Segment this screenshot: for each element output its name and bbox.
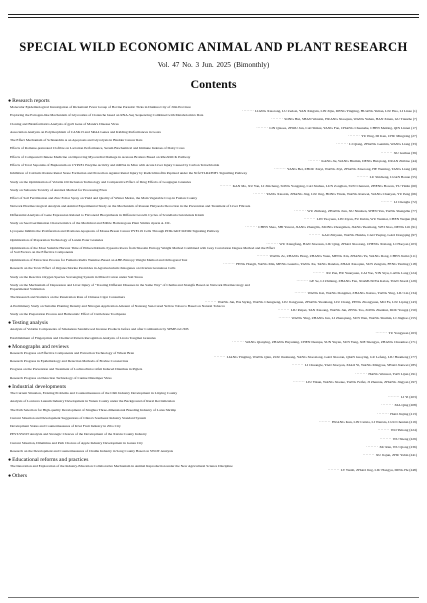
leader-dots: ········ — [256, 254, 270, 259]
entry-authors: SONG Hui, SHAN Wenxin, HUANG Xiaoqian, WANG Yuhan, HAN Xinan, GU Tianzhe (7) — [284, 117, 417, 122]
entry-title-text: Analysis of Volatile Components of Smokeless Sandalwood Incense Products before and after Combustion by SPME-GC/MS — [10, 327, 189, 332]
entry-title-text: Research Progress on Effective Components and Extraction Technology of Wheat Bran — [10, 350, 135, 355]
leader-dots: ········ — [277, 307, 291, 312]
entry-authors: LIU Peipei, TAN Xiaoang, WANG Jun, ZENG Tao, ZONG Zhenhui, DOU Yongqi (150) — [290, 307, 417, 312]
leader-dots: ········ — [204, 299, 218, 304]
leader-dots: ········ — [312, 270, 326, 275]
entry-authors: FENG Hongli, YANG Min, MENG Guanbo, YANG Xu, TANG Dandan, ZHAO Xiaoqian, SUN Zengxin, FENG Yanling (118) — [236, 262, 417, 267]
leader-dots: ········ — [308, 233, 322, 238]
leader-dots: ········ — [348, 133, 362, 138]
entry-authors: LI Chuangle, YAO Xiaoyan, XIAO Yi, WANG Mingyue, SHAO Jianwei (185) — [304, 363, 417, 368]
bullet-icon: ● — [8, 320, 12, 327]
entry-title-text: Optimization of Extraction Process for Fumaria Radix Wenmao Based on AHP-Entropy Weight Method and Orthogonal Test — [10, 258, 188, 263]
entry-title-text: Effects of Romane-pretreated Clofibre on Lactation Performance, Serum Biochemical and Immune Indexes of Dairy Cows — [10, 146, 185, 151]
entry-title-text: Research on the Toxic Effect of Organochlorine Pesticides in Agrobacterium rhizogenes on Ovarian Granulosa Cells — [10, 266, 176, 271]
entry-authors: LI Chenglu (72) — [393, 200, 417, 205]
entry-authors: YANG Bei, ZHOU Xiayi, WANG Ziyi, ZHANG Xiaotong, HE Wenting, TANG Liang (49) — [287, 167, 417, 172]
entry-authors: XIA Qing (208) — [394, 403, 417, 408]
entry-title-text: The Path Selection for High-quality Development of Xinghua Three-dimensional Breeding Industry of Lotus Shrimp — [10, 407, 177, 412]
bullet-icon: ● — [8, 457, 12, 464]
entry-authors: WU Sheng (229) — [392, 436, 417, 441]
entry-title-text: The Research and Statistics on the Penetration Rate of Chinese Cigar Consumers — [10, 295, 125, 300]
entry-authors: WU Zhihong, ZHANG Jian, XU Ninshen, SHEN Yan, YANG Shengzhu (77) — [307, 208, 417, 213]
journal-title: SPECIAL WILD ECONOMIC ANIMAL AND PLANT RESEARCH — [19, 40, 408, 54]
leader-dots: ········ — [292, 379, 306, 384]
bullet-icon: ● — [8, 98, 12, 104]
entry-title-text: Network Pharmacological Analysis and Animal Experimental Study on the Mechanism of Rousan Haiyaoda Decoction in the Prevention and Treatment of Liver Fibrosis — [10, 204, 251, 209]
entry-title-text: Inhibition of Calcium Oxalate Renal Stone Formation and Protection Against Renal Injury by Radicichinoflin Peptized under the Nrf2/TLR4/HIF1 Signalling Pathway — [10, 171, 248, 176]
section-title: Educational reforms and practices — [12, 457, 89, 464]
section-title: Industrial developments — [12, 384, 67, 390]
entry-authors: WANG Qianying, ZHANG Heyuning, CHEN Deanpu, SUN Yuyan, SUN Yang, XIE Shengyu, ZHANG Chuanhao (171) — [245, 339, 417, 344]
entry-authors: LIU Yikun, WANG Xiaoke, YANG Feifei, JI Zhenxie, ZHANG Jingyan (197) — [306, 379, 417, 384]
leader-dots: ········ — [377, 428, 391, 433]
entry-title-text: Analysis of Lonicera Luteum Industry Development in Yunan County under the Background of Rural Revitalization — [10, 399, 175, 404]
leader-dots: ········ — [381, 403, 395, 408]
entry-title-text: Establishment of Fingerprints and Chemical Pattern Recognition Analysis of Licoia Tongmai Granules — [10, 335, 156, 340]
issue-line: Vol. 47 No. 3 Jun. 2025 (Bimonthly) — [157, 61, 270, 69]
leader-dots: ········ — [308, 158, 322, 163]
entry-title-text: Development Status and Countermeasures of Kiwi Fruit Industry in Zibo City — [10, 424, 121, 429]
entry-title-text: A Preliminary Study on Suitable Planting Density and Nitrogen Application Amount of Nantong Sun-Cured Yellow Tobacco Based on Natural Tobacco — [10, 303, 226, 308]
entry-authors: LV Wenli, ZHAO Jing, LIU Hongyu, DING He (248) — [340, 468, 417, 473]
entry-title-text: Progress on the Prevention and Treatment of Lachnoclinia rolfsii Induced Dianthus in Piglets — [10, 367, 143, 372]
leader-dots: ········ — [273, 167, 288, 172]
entry-title-text: Association Analysis on Polymorphism of CASK13 and SRA4 Genes and Kidding Performances in Goats — [10, 129, 161, 134]
leader-dots: ········ — [232, 339, 246, 344]
entry-authors: YU Ping, DI Ken, CHU Mingxing (27) — [361, 133, 417, 138]
entry-authors: WU Xiangfang, HAN Xiaoxun, LIU Qing, ZHAO Xiaotong, CHENG Xixiang, LI Haoyan (103) — [279, 241, 417, 246]
entry-authors: WANG Jun, HA Siying, WANG Changzeng, LIU Jiangyuan, ZHANG Yuanhang, LIU Chang, PENG Zhongyuan, MO Fu, LIU Liping (143) — [217, 299, 417, 304]
leader-dots: ········ — [380, 200, 394, 205]
entry-title-text: Exploring the Estrogen-like Mechanism of Glycosides of Cistanche based on RNA-Seq Sequencing Combined with Metabolomics Data — [10, 113, 204, 118]
leader-dots: ········ — [256, 125, 270, 130]
section-heading — [8, 98, 419, 105]
leader-dots: ········ — [362, 453, 376, 458]
entry-authors: WANG Kai, WANG Dongmei, ZHANG Jiaxiao, YANG Ying, LIU Lin (134) — [307, 291, 417, 296]
entry-authors: GAO Zhiyuan, WANG Huisha, CAO Yuqing, GAO Dongqing (97) — [321, 233, 417, 238]
entry-authors: HUANG Kun, LIN Cuixia, LI Wenxia, LUO Cheniun (219) — [331, 419, 417, 424]
section-heading — [8, 384, 419, 391]
entry-title-text: The Innovation and Exploration of the Industry-Education Collaborative Mechanism in Animal Reproduction under the New Agricultural Science Discipline — [10, 464, 233, 469]
entry-title-text: Effect of Soil Fertilization and Zinc Foliar Spray on Yield and Quality of Winter Melon, the Main Vegetable Crop in Fuxian County — [10, 196, 198, 201]
entry-title-text: Molecular Epidemiological Investigation of Rickettsial Fever Group of Bovine Parasitic Ticks in Dunhua City of Jilin Province — [10, 105, 191, 109]
top-rule-thin — [8, 17, 419, 18]
leader-dots: ········ — [380, 150, 394, 155]
entry-authors: XU Pan, HU Yuanyuan, CAI Yao, YIN Siyu, LANG Lang (124) — [325, 270, 417, 275]
entry-title-text: Study on Seed Germination Characteristics of the Medicinal and Edible Homologous Plant Smilax riparia A. DC. — [10, 220, 172, 225]
entry-authors: HANG Wenwei, YAN Lijun (191) — [368, 371, 417, 376]
leader-dots: ········ — [303, 216, 317, 221]
entry-title-text: Research Progress on Detection Technology of Canine Distemper Virus — [10, 375, 112, 380]
table-of-contents — [8, 98, 419, 480]
entry-authors: XU Ran, WU Qiong (236) — [379, 444, 417, 449]
entry-title-text: The Current Situation, Existing Problems and Countermeasures of the Chili Industry Development in Linying County — [10, 391, 178, 395]
bottom-rule — [8, 597, 419, 598]
entry-authors: XU Jiajun, ZHU Yabin (241) — [375, 453, 417, 458]
bullet-icon: ● — [8, 472, 12, 479]
leader-dots: ········ — [356, 175, 370, 180]
leader-dots: ········ — [294, 291, 308, 296]
entry-title-text: Study on Subacute Toxicity of Auxinol Method for Processing Ebon — [10, 187, 107, 192]
entry-title-text: Study on the Reactive Oxygen Species Scavenging System in Mixed Cotton under Salt Stress — [10, 274, 143, 279]
entry-authors: LI Yi (203) — [400, 395, 417, 400]
leader-dots: ········ — [366, 444, 380, 449]
bullet-icon: ● — [8, 343, 12, 350]
entry-title-text: Effects of Compound Chinese Medicine on Improving Myocardial Damage in Acetous Broilers Based on Rho/ROCK Pathway — [10, 154, 191, 159]
entry-title-text: Current Situation and Development Suggestions of China's Southeast Industry Standard System — [10, 415, 146, 420]
section-heading — [8, 457, 419, 464]
entry-title-text: Cloning and Bioinformatics Analysis of gpr9 Gene of Marek's Disease Virus — [10, 121, 119, 126]
leader-dots: ········ — [355, 371, 369, 376]
entry-title-text: Optimization of the Most Suitable Harvest Time of Pithecellobium clypearia Roots from Shaoxin Entropy Weight Method Combined with Grey Correlation Degree Method and the Effect — [10, 245, 275, 250]
leader-dots: ········ — [271, 117, 285, 122]
section-title: Research reports — [12, 98, 50, 104]
entry-authors: LIN Qiaoee, ZHOU Jun, CAI Shikai, YANG Fan, CHANG Chuanshe, CHEN Meiting, QIN Linnei (17) — [269, 125, 417, 130]
leader-dots: ········ — [379, 436, 393, 441]
entry-authors: KANG Jie, WANG Biumin, DENG Huiqiong, DUAN Zhibiao (44) — [321, 158, 417, 163]
entry-title-text: PEST-SWOT Analysis and Strategic Choices of the Development of the Xiaxiu County Industry — [10, 432, 147, 437]
entry-title-text: Research on the Development and Countermeasures of Chaihu Industry in Song County Based on SWOT Analysis — [10, 448, 173, 453]
entry-authors: YANG Xiaoxin, ZHANG Jing, LIU Jing, HONG Yinde, WANG Ronwei, WANG Chunyan, YU Peng (66) — [266, 191, 417, 196]
entry-title-text: of Soil Factors on the Effective Components — [10, 249, 74, 254]
entry-authors: KAN Mo, XU Yan, LI Zhicheng, SONG Yongping, CAI Xiuhua, LUN Zonglian, SUN Chenwei, ZHENG Bowen, YU Yinlin (60) — [232, 183, 417, 188]
leader-dots: ········ — [266, 241, 280, 246]
entry-title-text: Lycopene Inhibits the Proliferation and Promotes Apoptosis of Mouse Breast Cancer PYE119 Cells Through PI3K/AKT/mTOR Signaling Pathway — [10, 229, 220, 234]
leader-dots: ········ — [291, 363, 305, 368]
entry-authors: HAO Jinjing (213) — [390, 411, 417, 416]
entry-title-text: Study on the Preparation Process and Hemostatic Effect of Cuttlebone Toothpaste — [10, 312, 127, 317]
leader-dots: ········ — [253, 191, 267, 196]
section-title: Others — [12, 472, 28, 479]
entry-title-text: Optimization of Preparation Technology of Lutein Ester Granules — [10, 237, 104, 242]
entry-title-text: Effects of Total Saponins of Bupleurum on CYP2E1 Enzyme Activity and mRNA in Mice with Acute Liver Injury Caused by Carbon Tetrachloride — [10, 162, 220, 167]
leader-dots: ········ — [318, 419, 332, 424]
leader-dots: ········ — [223, 262, 237, 267]
leader-dots: ········ — [242, 109, 256, 114]
leader-dots: ········ — [327, 468, 341, 473]
entry-authors: LIANG Xiaotong, LU Zedosi, YAN Xingxin, LIN Zijie, DENG Yingting, HUANG Yulian, LIU Hao, LI Linze (1) — [255, 109, 417, 114]
entry-authors: WO Yuhong (224) — [390, 428, 417, 433]
entry-title-text: The Effect Mechanism of Schisandrin A on Apoptosis and Glycolysis in Bladder Cancer Rats — [10, 138, 143, 143]
entry-title-text: Study on the Mechanism of Depression and Liver Injury of "Treating Different Diseases in the Same Way" of Chaihu and Xiangfu Based on Network Pharmacology and — [10, 283, 250, 288]
section-title: Monographs and reviews — [12, 343, 69, 350]
entry-authors: CHEN Shao, SHI Yancai, JIANG Zhenglin, XIONG Zhongzhen, JIANG Yuezhang, WEI Xiao, DENG Lili (91) — [258, 225, 417, 230]
bullet-icon: ● — [8, 384, 12, 390]
leader-dots: ········ — [213, 355, 227, 360]
leader-dots: ········ — [278, 316, 292, 321]
entry-title-text: Differential Analysis of Gene Expression Related to Flavonoid Biosynthesis in Different Growth Cycles of Scutellaria baicalensis Kitam — [10, 212, 204, 217]
leader-dots: ········ — [375, 331, 389, 336]
entry-authors: LI Qiang, ZHANG Genmin, WANG Liang (33) — [349, 142, 417, 147]
entry-authors: LIN Yaoyuan, LIN Ziyan, FU Dabin, WU Wenhai, CHEN Weijun (84) — [316, 216, 417, 221]
section-title: Testing analysis — [12, 320, 48, 327]
leader-dots: ········ — [245, 225, 259, 230]
entry-authors: WANG Ze, ZHANG Hong, ZHANG Yuan, MENG Xin, ZHANG Yu, WANG Dong, CHEN Jiumi (111) — [269, 254, 417, 259]
section-heading — [8, 320, 419, 327]
entry-authors: TU Yongyuan (163) — [388, 331, 417, 336]
entry-title-text: Experimental Validation — [10, 287, 45, 292]
section-heading — [8, 473, 419, 480]
leader-dots: ········ — [219, 183, 233, 188]
entry-authors: XU Guihua (39) — [393, 150, 417, 155]
leader-dots: ········ — [387, 395, 401, 400]
entry-authors: LU Shicheng, LUAN Bonan (55) — [369, 175, 417, 180]
leader-dots: ········ — [296, 278, 310, 283]
contents-heading: Contents — [190, 77, 237, 91]
leader-dots: ········ — [377, 411, 391, 416]
section-heading — [8, 344, 419, 351]
entry-title-text: Study on the Optimization of Volatile Oil Inclusion Technology and Comparative Effect of Drug Effects of Gougugan Granules — [10, 179, 191, 184]
entry-title-text: Research Progress in Epidemiology and Detection Methods of Bovine Coronavirus — [10, 359, 129, 364]
entry-authors: GE Se, LI Zhiliang, ZHANG Fan, XIAMUXIYA Kalan, TIAN Xiaoli (129) — [309, 278, 417, 283]
entry-title-text: Current Situation, Dilemmas and Path Choices of Apple Industry Development in Gansu City — [10, 440, 143, 445]
entry-authors: LIANG Yingting, WANG Qian, ZOU Jiushuang, YANG Xiaoxiong, GAO Xiaoran, QIAN Guoying, GU Lefeng, LIU Huameng (177) — [226, 355, 417, 360]
entry-authors: WANG Ying, ZHANG Jun, LI Zhenqiang, SUN Wen, WANG Shumin, LI Jinghao (155) — [291, 316, 417, 321]
top-rule — [8, 14, 419, 15]
leader-dots: ········ — [336, 142, 350, 147]
leader-dots: ········ — [294, 208, 308, 213]
